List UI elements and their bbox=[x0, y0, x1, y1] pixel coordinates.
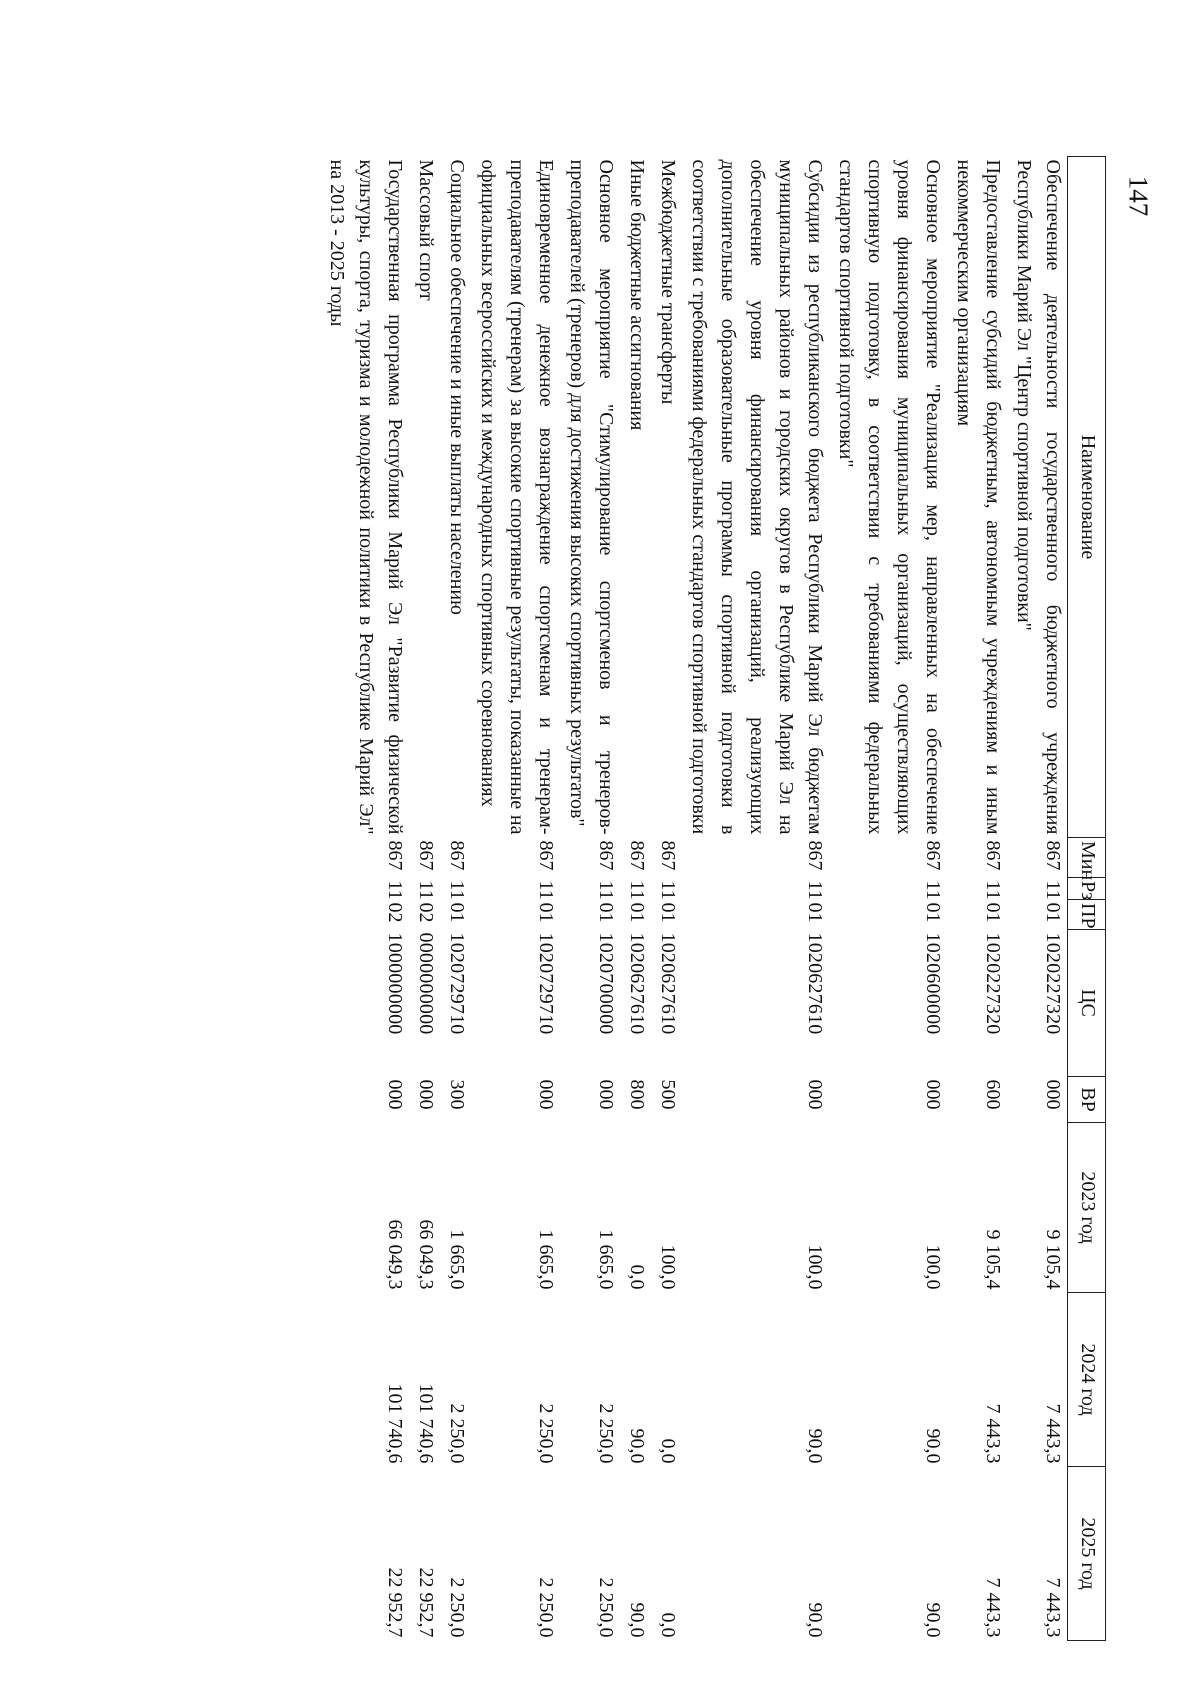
cell-y2025: 90,0 bbox=[626, 1602, 648, 1638]
cell-y2023: 66 049,3 bbox=[384, 1219, 406, 1290]
cell-min: 867 bbox=[595, 840, 617, 871]
cell-y2024: 2 250,0 bbox=[446, 1403, 468, 1464]
header-vr: ВР bbox=[1068, 1077, 1106, 1123]
cell-min: 867 bbox=[384, 840, 406, 871]
cell-y2025: 2 250,0 bbox=[595, 1577, 617, 1638]
cell-y2024: 101 740,6 bbox=[384, 1383, 406, 1464]
cell-y2024: 7 443,3 bbox=[982, 1403, 1004, 1464]
cell-vr: 000 bbox=[1042, 1079, 1064, 1110]
header-pr: ПР bbox=[1068, 900, 1106, 930]
cell-pr: 01 bbox=[535, 902, 557, 923]
cell-name: Межбюджетные трансферты bbox=[657, 159, 679, 405]
cell-vr: 000 bbox=[595, 1079, 617, 1110]
cell-min: 867 bbox=[982, 840, 1004, 871]
cell-rz: 11 bbox=[384, 880, 406, 900]
cell-cs: 1020627610 bbox=[657, 932, 679, 1035]
cell-y2024: 101 740,6 bbox=[415, 1383, 437, 1464]
cell-name: Государственная программа Республики Марий Эл "Развитие физической культуры, спорта, туризма и молодежной политики в Республике Марий Эл" на 2013 - 2025 годы bbox=[326, 159, 406, 835]
cell-cs: 1020729710 bbox=[446, 932, 468, 1035]
cell-y2023: 9 105,4 bbox=[982, 1229, 1004, 1290]
cell-rz: 11 bbox=[446, 880, 468, 900]
cell-pr: 01 bbox=[804, 902, 826, 923]
table-row bbox=[653, 157, 684, 1641]
cell-rz: 11 bbox=[415, 880, 437, 900]
cell-pr: 01 bbox=[982, 902, 1004, 923]
cell-cs: 1020627610 bbox=[804, 932, 826, 1035]
cell-pr: 01 bbox=[626, 902, 648, 923]
cell-y2023: 1 665,0 bbox=[595, 1229, 617, 1290]
table-row bbox=[831, 157, 949, 1641]
cell-cs: 1000000000 bbox=[384, 932, 406, 1035]
cell-y2024: 90,0 bbox=[922, 1428, 944, 1464]
cell-name: Социальное обеспечение и иные выплаты населению bbox=[446, 159, 468, 615]
cell-rz: 11 bbox=[595, 880, 617, 900]
page-number: 147 bbox=[1123, 175, 1154, 217]
rotated-page-content bbox=[106, 156, 1106, 1640]
cell-cs: 1020227320 bbox=[982, 932, 1004, 1035]
cell-y2023: 100,0 bbox=[804, 1244, 826, 1290]
cell-rz: 11 bbox=[626, 880, 648, 900]
cell-rz: 11 bbox=[657, 880, 679, 900]
cell-vr: 300 bbox=[446, 1079, 468, 1110]
cell-y2025: 7 443,3 bbox=[1042, 1577, 1064, 1638]
cell-min: 867 bbox=[1042, 840, 1064, 871]
cell-name: Обеспечение деятельности государственного бюджетного учреждения Республики Марий Эл "Центр спортивной подготовки" bbox=[1013, 159, 1064, 835]
cell-y2025: 90,0 bbox=[804, 1602, 826, 1638]
cell-pr: 01 bbox=[446, 902, 468, 923]
cell-pr: 01 bbox=[595, 902, 617, 923]
cell-y2023: 1 665,0 bbox=[535, 1229, 557, 1290]
cell-vr: 000 bbox=[535, 1079, 557, 1110]
cell-y2024: 2 250,0 bbox=[535, 1403, 557, 1464]
cell-min: 867 bbox=[535, 840, 557, 871]
table-row bbox=[411, 157, 442, 1641]
header-min: Мин bbox=[1068, 838, 1106, 878]
cell-vr: 500 bbox=[657, 1079, 679, 1110]
cell-min: 867 bbox=[657, 840, 679, 871]
cell-rz: 11 bbox=[804, 880, 826, 900]
cell-vr: 000 bbox=[384, 1079, 406, 1110]
cell-cs: 1020627610 bbox=[626, 932, 648, 1035]
cell-min: 867 bbox=[415, 840, 437, 871]
cell-y2025: 7 443,3 bbox=[982, 1577, 1004, 1638]
cell-cs: 1020729710 bbox=[535, 932, 557, 1035]
cell-cs: 1020227320 bbox=[1042, 932, 1064, 1035]
cell-rz: 11 bbox=[535, 880, 557, 900]
cell-name: Единовременное денежное вознаграждение спортсменам и тренерам-преподавателям (тренерам) за высокие спортивные результаты, показанные на официальных всероссийских и международных спортивных соревнованиях bbox=[477, 159, 557, 835]
cell-y2023: 66 049,3 bbox=[415, 1219, 437, 1290]
cell-cs: 1020600000 bbox=[922, 932, 944, 1035]
cell-name: Основное мероприятие "Стимулирование спортсменов и тренеров-преподавателей (тренеров) для достижения высоких спортивных результатов" bbox=[566, 159, 617, 835]
header-rz: Рз bbox=[1068, 878, 1106, 900]
cell-pr: 01 bbox=[922, 902, 944, 923]
table-row bbox=[622, 157, 653, 1641]
cell-cs: 1020700000 bbox=[595, 932, 617, 1035]
cell-y2023: 100,0 bbox=[657, 1244, 679, 1290]
cell-y2023: 1 665,0 bbox=[446, 1229, 468, 1290]
budget-table bbox=[322, 156, 1106, 1641]
table-row bbox=[442, 157, 473, 1641]
cell-pr: 02 bbox=[415, 902, 437, 923]
cell-name: Предоставление субсидий бюджетным, автономным учреждениям и иным некоммерческим организациям bbox=[953, 159, 1004, 835]
cell-y2024: 2 250,0 bbox=[595, 1403, 617, 1464]
header-name: Наименование bbox=[1068, 157, 1106, 838]
cell-rz: 11 bbox=[922, 880, 944, 900]
table-row bbox=[473, 157, 562, 1641]
table-row bbox=[1009, 157, 1068, 1641]
cell-pr: 01 bbox=[657, 902, 679, 923]
cell-min: 867 bbox=[446, 840, 468, 871]
cell-y2024: 90,0 bbox=[626, 1428, 648, 1464]
cell-y2023: 100,0 bbox=[922, 1244, 944, 1290]
cell-y2024: 0,0 bbox=[657, 1438, 679, 1464]
table-row bbox=[684, 157, 831, 1641]
cell-name: Массовый спорт bbox=[415, 159, 437, 301]
cell-vr: 000 bbox=[804, 1079, 826, 1110]
cell-y2025: 22 952,7 bbox=[415, 1567, 437, 1638]
cell-name: Субсидии из республиканского бюджета Республики Марий Эл бюджетам муниципальных районов и городских округов в Республике Марий Эл на обеспечение уровня финансирования организаций, реализующих дополнительные образовательные программы спортивной подготовки в соответствии с требованиями федеральных стандартов спортивной подготовки bbox=[688, 159, 826, 835]
cell-y2025: 22 952,7 bbox=[384, 1567, 406, 1638]
table-row bbox=[322, 157, 411, 1641]
cell-y2025: 0,0 bbox=[657, 1612, 679, 1638]
cell-rz: 11 bbox=[1042, 880, 1064, 900]
cell-pr: 02 bbox=[384, 902, 406, 923]
cell-name: Основное мероприятие "Реализация мер, направленных на обеспечение уровня финансирования муниципальных организаций, осуществляющих спортивную подготовку, в соответствии с требованиями федеральных стандартов спортивной подготовки" bbox=[835, 159, 944, 835]
cell-name: Иные бюджетные ассигнования bbox=[626, 159, 648, 431]
cell-min: 867 bbox=[922, 840, 944, 871]
cell-vr: 800 bbox=[626, 1079, 648, 1110]
cell-y2024: 90,0 bbox=[804, 1428, 826, 1464]
cell-y2025: 2 250,0 bbox=[446, 1577, 468, 1638]
table-header-row bbox=[1068, 157, 1106, 1641]
table-body bbox=[322, 157, 1068, 1641]
cell-y2025: 90,0 bbox=[922, 1602, 944, 1638]
header-2025: 2025 год bbox=[1068, 1467, 1106, 1641]
table-row bbox=[949, 157, 1009, 1641]
table-row bbox=[562, 157, 622, 1641]
header-2024: 2024 год bbox=[1068, 1293, 1106, 1467]
cell-y2023: 0,0 bbox=[626, 1264, 648, 1290]
cell-y2024: 7 443,3 bbox=[1042, 1403, 1064, 1464]
cell-cs: 0000000000 bbox=[415, 932, 437, 1035]
header-cs: ЦС bbox=[1068, 930, 1106, 1077]
header-2023: 2023 год bbox=[1068, 1123, 1106, 1293]
cell-y2025: 2 250,0 bbox=[535, 1577, 557, 1638]
cell-vr: 000 bbox=[415, 1079, 437, 1110]
cell-y2023: 9 105,4 bbox=[1042, 1229, 1064, 1290]
cell-min: 867 bbox=[804, 840, 826, 871]
cell-pr: 01 bbox=[1042, 902, 1064, 923]
cell-rz: 11 bbox=[982, 880, 1004, 900]
cell-vr: 600 bbox=[982, 1079, 1004, 1110]
cell-vr: 000 bbox=[922, 1079, 944, 1110]
cell-min: 867 bbox=[626, 840, 648, 871]
